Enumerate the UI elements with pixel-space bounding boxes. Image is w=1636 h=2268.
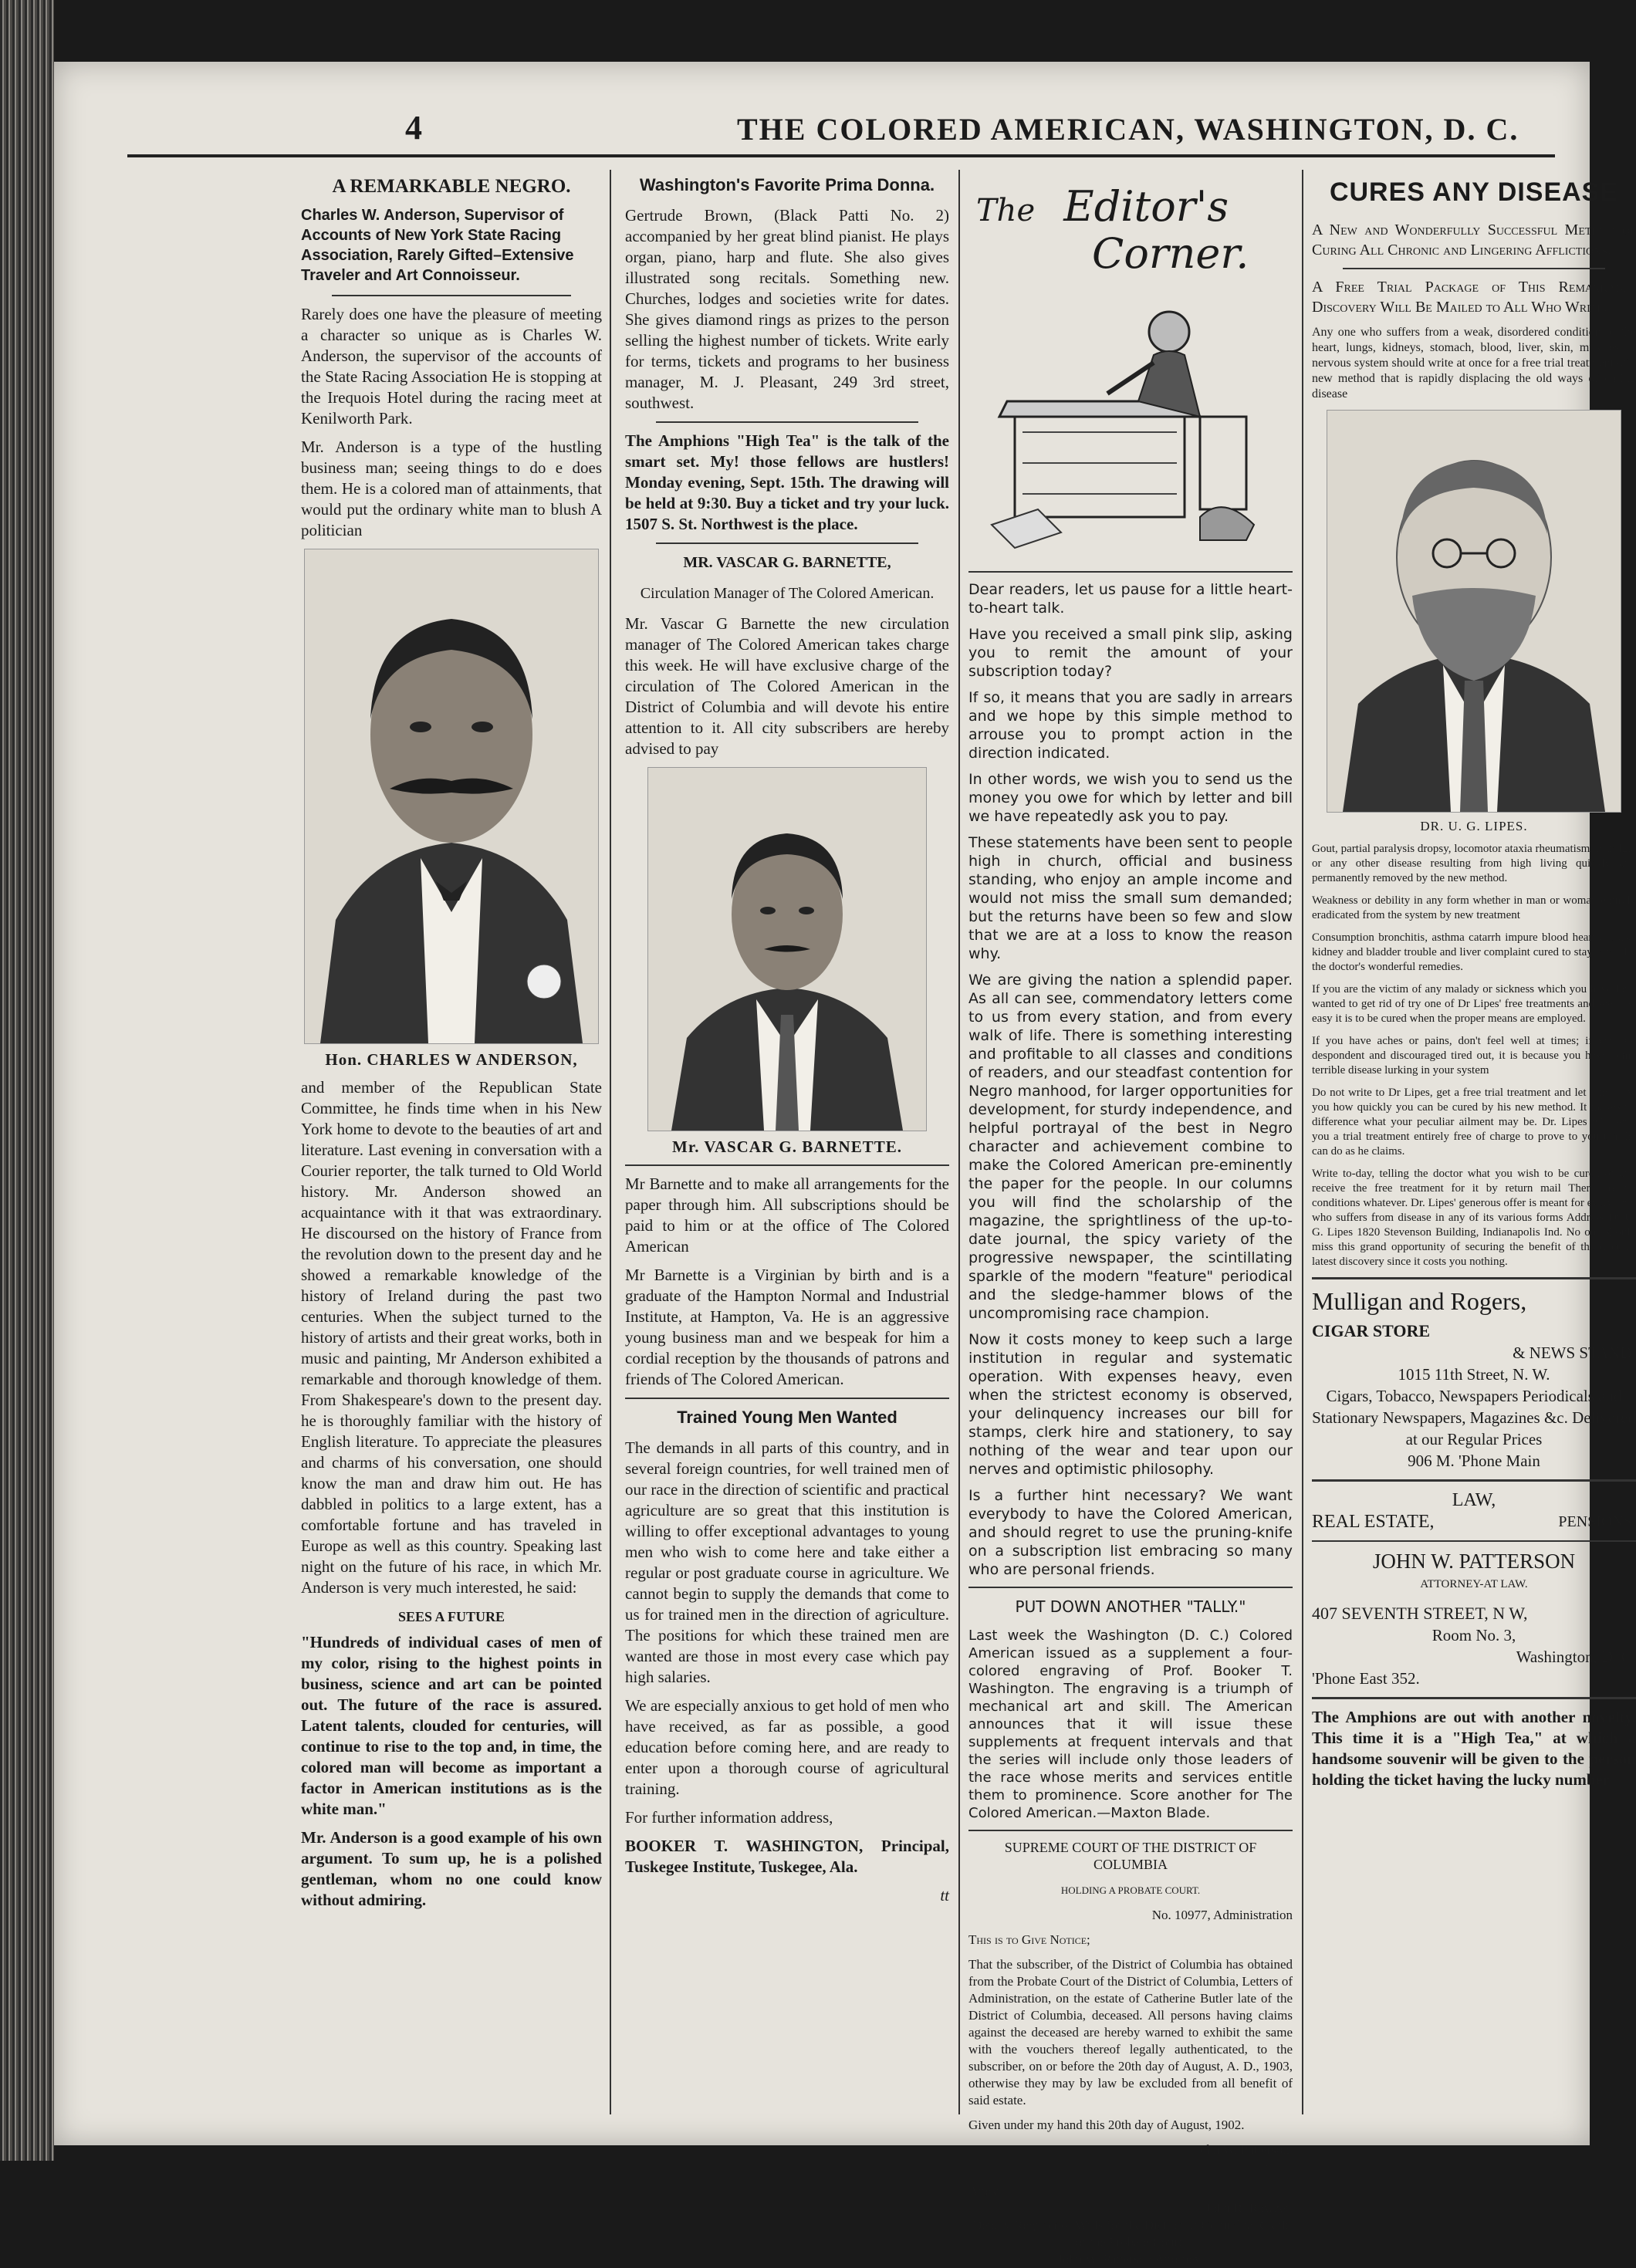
court-signature-address: 407 7th st. n. w. bbox=[1229, 2161, 1293, 2172]
lipes-paragraph: Do not write to Dr Lipes, get a free trial treatment and let him show you how quickly you can be cured by his new method. It makes no difference what your peculiar ailment may be. Dr. Lipes will send you a trial treatment entirely free of charge to prove to you that he can do as he claims. bbox=[1312, 1087, 1636, 1158]
signature-washington: BOOKER T. WASHINGTON, Principal, Tuskegee Institute, Tuskegee, Ala. bbox=[625, 1837, 949, 1876]
law-label: LAW, bbox=[1452, 1490, 1496, 1510]
patterson-room: Room No. 3, bbox=[1432, 1626, 1516, 1644]
cures-intro: Any one who suffers from a weak, disordered condition of the heart, lungs, kidneys, stomach, blood, liver, skin, muscles or nervous system should write at once for a free trial treatment of a new method that is rapidly displacing the old ways of curing disease bbox=[1312, 326, 1636, 401]
court-attest: Attest: bbox=[968, 2184, 1004, 2199]
lipes-paragraph: Consumption bronchitis, asthma catarrh impure blood heart disease, kidney and bladder trouble and liver complaint cured to stay cured by the doctor's wonderful remedies. bbox=[1312, 931, 1636, 973]
column-4 bbox=[1312, 170, 1636, 2114]
page-number: 4 bbox=[405, 109, 422, 147]
patterson-address: 407 SEVENTH STREET, N W, bbox=[1312, 1604, 1528, 1623]
cures-subhead: A New and Wonderfully Successful Method of Curing All Chronic and Lingering Afflictions. bbox=[1312, 221, 1636, 259]
masthead bbox=[127, 108, 1555, 157]
column-rule bbox=[610, 170, 611, 2114]
divider bbox=[968, 1830, 1293, 1831]
editorial-paragraph: These statements have been sent to people high in church, official and business standing, who enjoy an ample income and would not miss the small sum demanded; but the returns have been so few and slow that we are at a loss to know the reason why. bbox=[968, 834, 1293, 962]
divider bbox=[1312, 1277, 1636, 1279]
article-paragraph: The demands in all parts of this country, and in several foreign countries, for well trained men of our race in the direction of scientific and practical agriculture are so great that this institution is willing to offer exceptional advantages to young men who wish to come here and take either a regular or post graduate course in agriculture. We cannot begin to supply the demands that come to us for trained men in the direction of agriculture. The positions for which these trained men are wanted are those in most every case which pay high salaries. bbox=[625, 1438, 949, 1686]
lipes-paragraph: Write to-day, telling the doctor what you wish to be cured of and receive the free treatment for it by return mail There are no conditions whatever. Dr. Lipes' generous offer is meant for everybody who suffers from disease in any of its various forms Address Dr U. G. Lipes 1820 Stevenson Building, Indianapolis Ind. No one should miss this grand opportunity of securing the benefit of the doctor's latest discovery since it costs you nothing. bbox=[1312, 1168, 1636, 1268]
probate-notice bbox=[968, 1882, 1293, 2268]
article-paragraph: We are especially anxious to get hold of men who have received, as far as possible, a good education before coming here, and are ready to enter upon a thorough course of agricultural training. bbox=[625, 1696, 949, 1798]
book-edge bbox=[0, 0, 54, 2161]
divider bbox=[656, 421, 918, 423]
editorial-paragraph: We are giving the nation a splendid paper. As all can see, commendatory letters come to us from every station, and from every walk of life. There is something interesting and profitable to all classes and conditions of readers, and our steadfast contention for Negro manhood, for larger opportunities for development, for sturdy independence, and helpful portrayal of the best in Negro character and achievement combine to make the Colored American pre-eminently the paper for the people. In our columns you will find the scholarship of the magazine, the sprightliness of the up-to-date journal, the spicy variety of the progressive newspaper, the scintillating sparkle of the modern "feature" periodical and the sledge-hammer blows of the uncompromising race champion. bbox=[968, 972, 1293, 1322]
headline-barnette: MR. VASCAR G. BARNETTE, bbox=[683, 554, 891, 571]
article-paragraph: Mr. Anderson is a good example of his own argument. To sum up, he is a polished gentleman, whom no one could know without admiring. bbox=[301, 1828, 602, 1909]
article-paragraph: Mr. Vascar G Barnette the new circulation manager of The Colored American takes charge this week. He will have exclusive charge of the circulation of The Colored American in the District of Columbia and will devote his entire attention to it. All city subscribers are hereby advised to pay bbox=[625, 614, 949, 758]
article-paragraph: The Amphions "High Tea" is the talk of the smart set. My! those fellows are hustlers! Monday evening, Sept. 15th. The drawing will be held at 9:30. Buy a ticket and try your luck. 1507 S. St. Northwest is the place. bbox=[625, 431, 949, 533]
article-paragraph: Mr Barnette and to make all arrangements for the paper through him. All subscriptions should be paid to him or at the office of The Colored American bbox=[625, 1175, 949, 1256]
court-signature: John R. Rowzer, bbox=[1205, 2201, 1293, 2216]
editor-title-editors: Editor's bbox=[1063, 182, 1229, 231]
article-paragraph: Gertrude Brown, (Black Patti No. 2) accompanied by her great blind pianist. He plays organ, piano, harp and flute. She also gives illustrated song recitals. Something new. Churches, lodges and societies write for dates. She gives diamond rings as prizes to the person selling the highest number of tickets. Write early for terms, tickets and programs to her business manager, M. J. Pleasant, 249 3rd street, southwest. bbox=[625, 206, 949, 412]
anderson-portrait bbox=[304, 549, 599, 1044]
court-given: Given under my hand this 20th day of August, 1902. bbox=[968, 2118, 1245, 2132]
portrait-engraving bbox=[305, 549, 598, 1043]
column-3 bbox=[968, 170, 1293, 2266]
court-subhead: HOLDING A PROBATE COURT. bbox=[1060, 1884, 1201, 1896]
mulligan-heading: Mulligan and Rogers, bbox=[1312, 1287, 1527, 1315]
lipes-paragraph: Gout, partial paralysis dropsy, locomotor ataxia rheumatism neuralgia or any other disease resulting from high living quickly and permanently removed by the new method. bbox=[1312, 843, 1636, 884]
divider bbox=[332, 295, 571, 296]
lipes-paragraph: Weakness or debility in any form whether in man or woman entirely eradicated from the system by new treatment bbox=[1312, 894, 1636, 921]
editor-title-corner: Corner. bbox=[1092, 229, 1249, 278]
divider bbox=[1343, 268, 1605, 269]
subhead-anderson: Charles W. Anderson, Supervisor of Accounts of New York State Racing Association, Rarely Gifted–Extensive Traveler and Art Connoisseur. bbox=[301, 207, 574, 284]
patterson-city: Washington, D. C, bbox=[1516, 1648, 1636, 1666]
patterson-name: JOHN W. PATTERSON bbox=[1372, 1550, 1576, 1573]
court-signature: John W. Patterson, bbox=[1195, 2142, 1293, 2157]
lipes-paragraph: If you have aches or pains, don't feel well at times; if you are despondent and discouraged tired out, it is because you have some terrible disease lurking in your system bbox=[1312, 1035, 1636, 1077]
lipes-caption: DR. U. G. LIPES. bbox=[1420, 819, 1528, 833]
editorial-paragraph: Dear readers, let us pause for a little heart-to-heart talk. bbox=[968, 581, 1293, 617]
editorial-paragraph: Is a further hint necessary? We want everybody to have the Colored American, and should regret to use the pruning-knife on a subscription list embracing so many who are personal friends. bbox=[968, 1487, 1293, 1578]
mulligan-news-stand: & NEWS STAND. bbox=[1513, 1344, 1636, 1362]
editor-title-the: The bbox=[976, 193, 1036, 228]
portrait-engraving bbox=[648, 768, 926, 1131]
editorial-paragraph: Last week the Washington (D. C.) Colored American issued as a supplement a four-colored engraving of Prof. Booker T. Washington. The engraving is a triumph of mechanical art and skill. The American announces that it will issue these supplements at frequent intervals and that the series will include only those leaders of the race whose merits and services entitle them to prominence. Score another for The Colored American.—Maxton Blade. bbox=[968, 1627, 1293, 1821]
court-notice-intro: This is to Give Notice; bbox=[968, 1932, 1090, 1947]
divider bbox=[968, 1587, 1293, 1588]
article-paragraph: Rarely does one have the pleasure of meeting a character so unique as is Charles W. Anderson, the supervisor of the accounts of the State Racing Association He is stopping at the Irequois Hotel during the racing meet at Kenilworth Park. bbox=[301, 305, 602, 428]
mulligan-phone: 906 M. 'Phone Main bbox=[1408, 1452, 1540, 1470]
patterson-phone: 'Phone East 352. bbox=[1312, 1669, 1420, 1688]
headline-supreme-court: SUPREME COURT OF THE DISTRICT OF COLUMBIA bbox=[1004, 1840, 1257, 1872]
paper-title: THE COLORED AMERICAN, WASHINGTON, D. C. bbox=[737, 112, 1519, 147]
article-paragraph: Mr. Anderson is a type of the hustling business man; seeing things to do e does them. He is a colored man of attainments, that would put the ordinary white man to blush A politician bbox=[301, 438, 602, 539]
subhead-barnette: Circulation Manager of The Colored American. bbox=[640, 585, 935, 602]
pensions-label: PENSIONS. bbox=[1558, 1513, 1636, 1530]
anderson-caption: Hon. CHARLES W ANDERSON, bbox=[325, 1050, 578, 1069]
cures-subhead: A Free Trial Package of This Remarkable Discovery Will Be Mailed to All Who Write. bbox=[1312, 279, 1636, 316]
editorial-paragraph: If so, it means that you are sadly in arrears and we hope by this simple method to arrouse you to prompt action in the direction indicated. bbox=[968, 689, 1293, 762]
lipes-paragraph: If you are the victim of any malady or sickness which you have long wanted to get rid of try one of Dr Lipes' free treatments and see how easy it is to be cured when the proper means are employed. bbox=[1312, 983, 1636, 1025]
editors-corner-illustration bbox=[968, 170, 1293, 556]
divider bbox=[625, 1398, 949, 1399]
court-signature: John W. Patterson Attorney. bbox=[1057, 2252, 1204, 2266]
column-rule bbox=[958, 170, 960, 2114]
editorial-paragraph: Now it costs money to keep such a large institution in regular and systematic operation. With expenses heavy, even when the strictest economy is observed, your delinquency increases our bill for stamps, clerk hire and stationery, to say nothing of the wear and tear upon our nerves and optimistic philosophy. bbox=[968, 1331, 1293, 1478]
subhead-sees-future: SEES A FUTURE bbox=[397, 1609, 505, 1624]
editorial-paragraph: Have you received a small pink slip, asking you to remit the amount of your subscription today? bbox=[968, 626, 1293, 680]
patterson-title: ATTORNEY-AT LAW. bbox=[1420, 1578, 1528, 1590]
newspaper-page bbox=[54, 62, 1636, 2266]
headline-tally: PUT DOWN ANOTHER "TALLY." bbox=[1015, 1597, 1246, 1616]
barnette-caption: Mr. VASCAR G. BARNETTE. bbox=[672, 1137, 902, 1156]
divider bbox=[1312, 1697, 1636, 1699]
mulligan-cigar-store: CIGAR STORE bbox=[1312, 1321, 1431, 1340]
article-paragraph: For further information address, bbox=[625, 1808, 833, 1827]
divider bbox=[1312, 1479, 1636, 1482]
article-paragraph: Mr Barnette is a Virginian by birth and is a graduate of the Hampton Normal and Industrial Institute, at Hampton, Va. He is an aggressive young business man and we bespeak for him a cordial reception by the thousands of patrons and friends of The Colored American. bbox=[625, 1266, 949, 1388]
column-2 bbox=[625, 170, 949, 2114]
lipes-portrait bbox=[1327, 410, 1621, 813]
mulligan-address: 1015 11th Street, N. W. bbox=[1398, 1365, 1550, 1384]
headline-cures-any-disease: CURES ANY DISEASE bbox=[1329, 177, 1619, 207]
divider bbox=[1312, 1540, 1636, 1542]
printer-mark: tt bbox=[940, 1886, 949, 1905]
headline-remarkable-negro: A REMARKABLE NEGRO. bbox=[332, 176, 571, 197]
real-estate-label: REAL ESTATE, bbox=[1312, 1512, 1435, 1532]
court-notice-text: That the subscriber, of the District of Columbia has obtained from the Probate Court of the District of Columbia, Letters of Administration, on the estate of Catherine Butler late of the District of Columbia, deceased. All persons having claims against the deceased are hereby warned to exhibit the same with the vouchers thereof legally authenticated, to the subscriber, on or before the 20th day of August, A. D., 1903, otherwise they may by law be excluded from all benefit of said estate. bbox=[968, 1957, 1293, 2107]
article-paragraph: and member of the Republican State Committee, he finds time when in his New York home to devote to the beauties of art and literature. Last evening in conversation with a Courier reporter, the talk turned to Old World history. Mr. Anderson showed an acquaintance with it that was extraordinary. He discoursed on the history of France from the revolution down to the present day and he showed a remarkable knowledge of the history of Ireland during the past two centuries. When the subject turned to the history of artists and their great works, both in music and painting, Mr Anderson exhibited a remarkable and thorough knowledge of them. From Shakespeare's down to the present day. he is thoroughly familiar with the history of English literature. To appreciate the pleasures and charms of his conversation, one should know the man and draw him out. He has dabbled in politics to a large extent, has a comfortable fortune and has traveled in Europe as well as this country. Speaking last night on the future of his race, in which Mr. Anderson is very much interested, he said: bbox=[301, 1078, 602, 1597]
quote-paragraph: "Hundreds of individual cases of men of my color, rising to the highest points in business, science and art can be pointed out. The future of the race is assured. Latent talents, clouded for centuries, will continue to rise to the top and, in time, the colored man will become as important a factor in American institutions as is the white man." bbox=[301, 1633, 602, 1818]
column-1 bbox=[301, 170, 602, 2114]
column-rule bbox=[1302, 170, 1303, 2114]
divider bbox=[968, 571, 1293, 573]
divider bbox=[656, 542, 918, 544]
portrait-engraving bbox=[1327, 411, 1621, 812]
divider bbox=[625, 1164, 949, 1166]
barnette-portrait bbox=[647, 767, 927, 1131]
court-number: No. 10977, Administration bbox=[1151, 1908, 1293, 1922]
mulligan-text: Cigars, Tobacco, Newspapers Periodicals and Stationary Newspapers, Magazines &c. Delivered at our Regular Prices bbox=[1312, 1387, 1636, 1448]
lipes-ad-text bbox=[1312, 842, 1636, 1269]
court-signature: Deputy Register of Wills for the District of Columbia. Clerk of the Probate Court. bbox=[972, 2218, 1289, 2249]
patterson-ad bbox=[1312, 1489, 1636, 1689]
headline-prima-donna: Washington's Favorite Prima Donna. bbox=[639, 175, 935, 194]
editors-corner-title bbox=[976, 182, 1249, 278]
amphions-note: The Amphions are out with another novelty. This time it is a "High Tea," at which a handsome souvenir will be given to the person holding the ticket having the lucky number bbox=[1312, 1708, 1636, 1789]
headline-trained-young-men: Trained Young Men Wanted bbox=[677, 1408, 897, 1427]
mulligan-rogers-ad bbox=[1312, 1287, 1636, 1472]
editorial-paragraph: In other words, we wish you to send us the money you owe for which by letter and bill we have repeatedly ask you to pay. bbox=[968, 771, 1293, 825]
